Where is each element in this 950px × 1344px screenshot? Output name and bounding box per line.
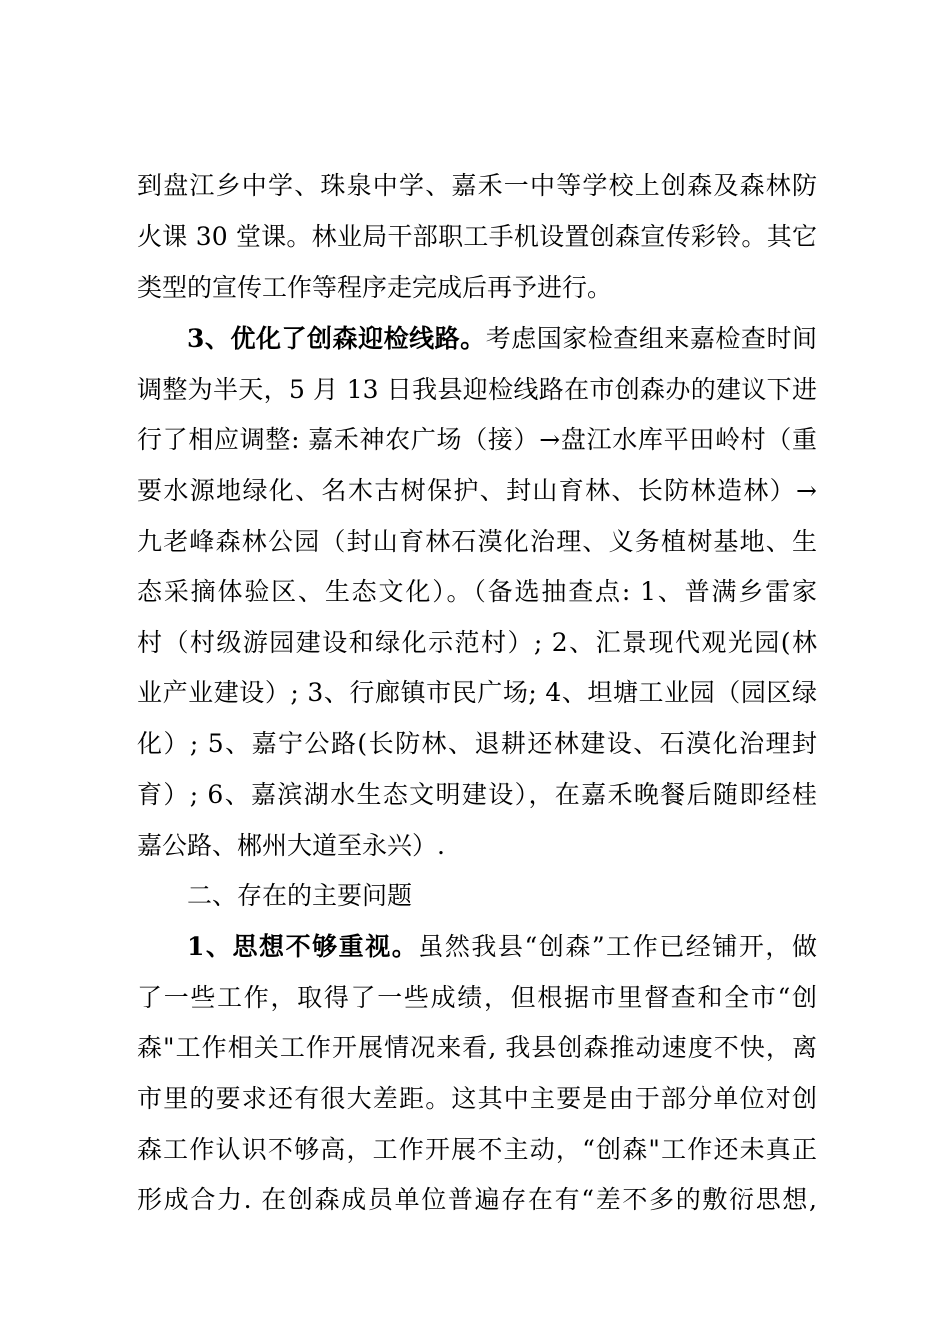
paragraph-line: 要水源地绿化、名木古树保护、封山育林、长防林造林）→ [137, 476, 817, 505]
paragraph-line: 了一些工作，取得了一些成绩，但根据市里督查和全市“创 [137, 983, 817, 1012]
section-heading-main-problems: 二、存在的主要问题 [187, 881, 413, 910]
section-heading-optimized-route: 3、优化了创森迎检线路。 [187, 324, 486, 353]
paragraph-line: 行了相应调整: 嘉禾神农广场（接）→盘江水库平田岭村（重 [137, 425, 817, 454]
paragraph-line: 育）; 6、嘉滨湖水生态文明建设），在嘉禾晚餐后随即经桂 [137, 780, 817, 809]
paragraph-line: 森"工作相关工作开展情况来看, 我县创森推动速度不快，离 [137, 1033, 817, 1062]
paragraph-line: 嘉公路、郴州大道至永兴）. [137, 831, 445, 860]
paragraph-line: 调整为半天，5 月 13 日我县迎检线路在市创森办的建议下进 [137, 375, 817, 404]
paragraph-line: 态采摘体验区、生态文化）。（备选抽查点: 1、普满乡雷家 [137, 577, 817, 606]
paragraph-line: 化）; 5、嘉宁公路(长防林、退耕还林建设、石漠化治理封 [137, 729, 817, 758]
paragraph-text: 虽然我县“创森”工作已经铺开，做 [418, 932, 817, 961]
paragraph-line [187, 323, 817, 355]
paragraph-line: 村（村级游园建设和绿化示范村）; 2、汇景现代观光园(林 [137, 628, 817, 657]
paragraph-line: 市里的要求还有很大差距。这其中主要是由于部分单位对创 [137, 1084, 817, 1113]
paragraph-text: 考虑国家检查组来嘉检查时间 [485, 324, 817, 353]
section-heading-insufficient-attention: 1、思想不够重视。 [187, 932, 419, 961]
paragraph-line: 到盘江乡中学、珠泉中学、嘉禾一中等学校上创森及森林防 [137, 171, 817, 200]
paragraph-line: 九老峰森林公园（封山育林石漠化治理、义务植树基地、生 [137, 527, 817, 556]
paragraph-line: 森工作认识不够高，工作开展不主动，“创森"工作还未真正 [137, 1135, 817, 1164]
paragraph-line [187, 931, 817, 963]
paragraph-line: 形成合力. 在创森成员单位普遍存在有“差不多的敷衍思想, [137, 1185, 817, 1214]
paragraph-line: 业产业建设）; 3、行廊镇市民广场; 4、坦塘工业园（园区绿 [137, 678, 817, 707]
paragraph-line: 火课 30 堂课。林业局干部职工手机设置创森宣传彩铃。其它 [137, 222, 817, 251]
paragraph-line: 类型的宣传工作等程序走完成后再予进行。 [137, 273, 613, 302]
